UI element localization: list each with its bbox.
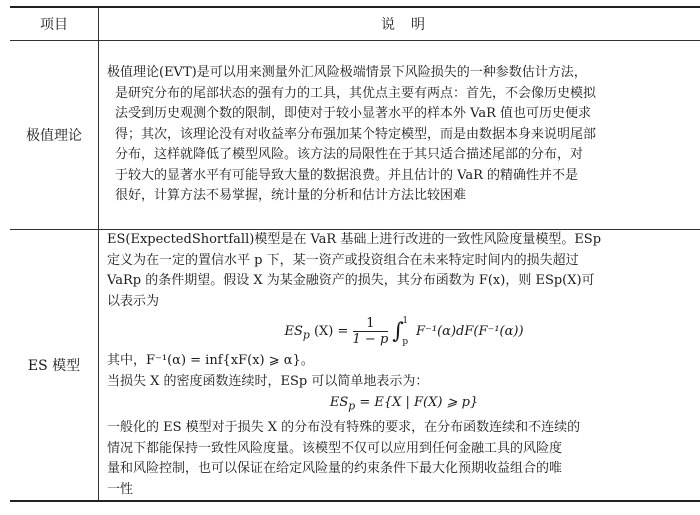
formula2-lhs: ES xyxy=(329,395,349,410)
row-content-evt xyxy=(99,41,700,230)
integral-sign: ∫ 1 p xyxy=(392,315,409,347)
comparison-table xyxy=(10,6,700,502)
formula2-rhs: = E{X | F(X) ⩾ p} xyxy=(359,395,479,410)
formula-es-integral xyxy=(107,316,700,347)
table-row-evt xyxy=(10,41,700,230)
header-item: 项目 xyxy=(10,7,99,41)
es-description xyxy=(99,230,700,500)
fraction-denominator: 1 − p xyxy=(352,332,389,347)
formula-lhs: ES xyxy=(284,324,303,339)
formula-sub: p xyxy=(302,328,310,342)
formula-arg: (X) = xyxy=(313,324,349,339)
es-line: 定义为在一定的置信水平 p 下，某一资产或投资组合在未来特定时间内的损失超过 xyxy=(107,252,579,268)
formula-fraction xyxy=(353,316,389,347)
evt-line: 极值理论(EVT)是可以用来测量外汇风险极端情景下风险损失的一种参数估计方法， xyxy=(107,65,587,81)
row-content-es xyxy=(99,230,700,502)
table-header-row xyxy=(10,7,700,41)
es-line: 一般化的 ES 模型对于损失 X 的分布没有特殊的要求，在分布函数连续和不连续的 xyxy=(107,420,581,436)
evt-description xyxy=(99,63,700,207)
row-label-es: ES 模型 xyxy=(10,230,99,502)
evt-line: 很好，计算方法不易掌握，统计量的分析和估计方法比较困难 xyxy=(115,188,467,204)
evt-line: 于较大的显著水平有可能导致大量的数据浪费。并且估计的 VaR 的精确性并不是 xyxy=(115,167,578,183)
evt-line: 是研究分布的尾部状态的强有力的工具，其优点主要有两点：首先，不会像历史模拟 xyxy=(115,85,597,101)
es-line: 以表示为 xyxy=(107,293,160,309)
formula-integrand: F⁻¹(α)dF(F⁻¹(α)) xyxy=(416,324,524,339)
es-line: ES(ExpectedShortfall)模型是在 VaR 基础上进行改进的一致性风险度量模型。ESp xyxy=(107,232,602,247)
formula-es-conditional xyxy=(107,393,700,417)
evt-line: 分布，这样就降低了模型风险。该方法的局限性在于其只适合描述尾部的分布，对 xyxy=(115,147,584,163)
row-label-evt: 极值理论 xyxy=(10,41,99,230)
es-line: 情况下都能保持一致性风险度量。该模型不仅可以应用到任何金融工具的风险度 xyxy=(107,440,563,456)
es-where-line: 其中，F⁻¹(α) = inf{xF(x) ⩾ α}。 xyxy=(107,353,314,368)
es-line: 量和风险控制，也可以保证在给定风险量的约束条件下最大化预期收益组合的唯 xyxy=(107,461,563,477)
evt-line: 得；其次，该理论没有对收益率分布强加某个特定模型，而是由数据本身来说明尾部 xyxy=(115,126,597,142)
table-row-es xyxy=(10,230,700,502)
fraction-numerator: 1 xyxy=(353,316,389,332)
evt-line: 法受到历史观测个数的限制，即使对于较小显著水平的样本外 VaR 值也可历史便求 xyxy=(115,106,591,122)
es-continuous-line: 当损失 X 的密度函数连续时，ESp 可以简单地表示为： xyxy=(107,373,429,389)
formula2-sub: p xyxy=(348,399,356,413)
es-line: VaRp 的条件期望。假设 X 为某金融资产的损失，其分布函数为 F(x)，则 ESp(X)可 xyxy=(107,273,595,288)
integral-lower: p xyxy=(402,336,409,347)
es-line: 一性 xyxy=(107,481,134,497)
header-description: 说明 xyxy=(99,7,700,41)
integral-upper: 1 xyxy=(402,315,409,326)
